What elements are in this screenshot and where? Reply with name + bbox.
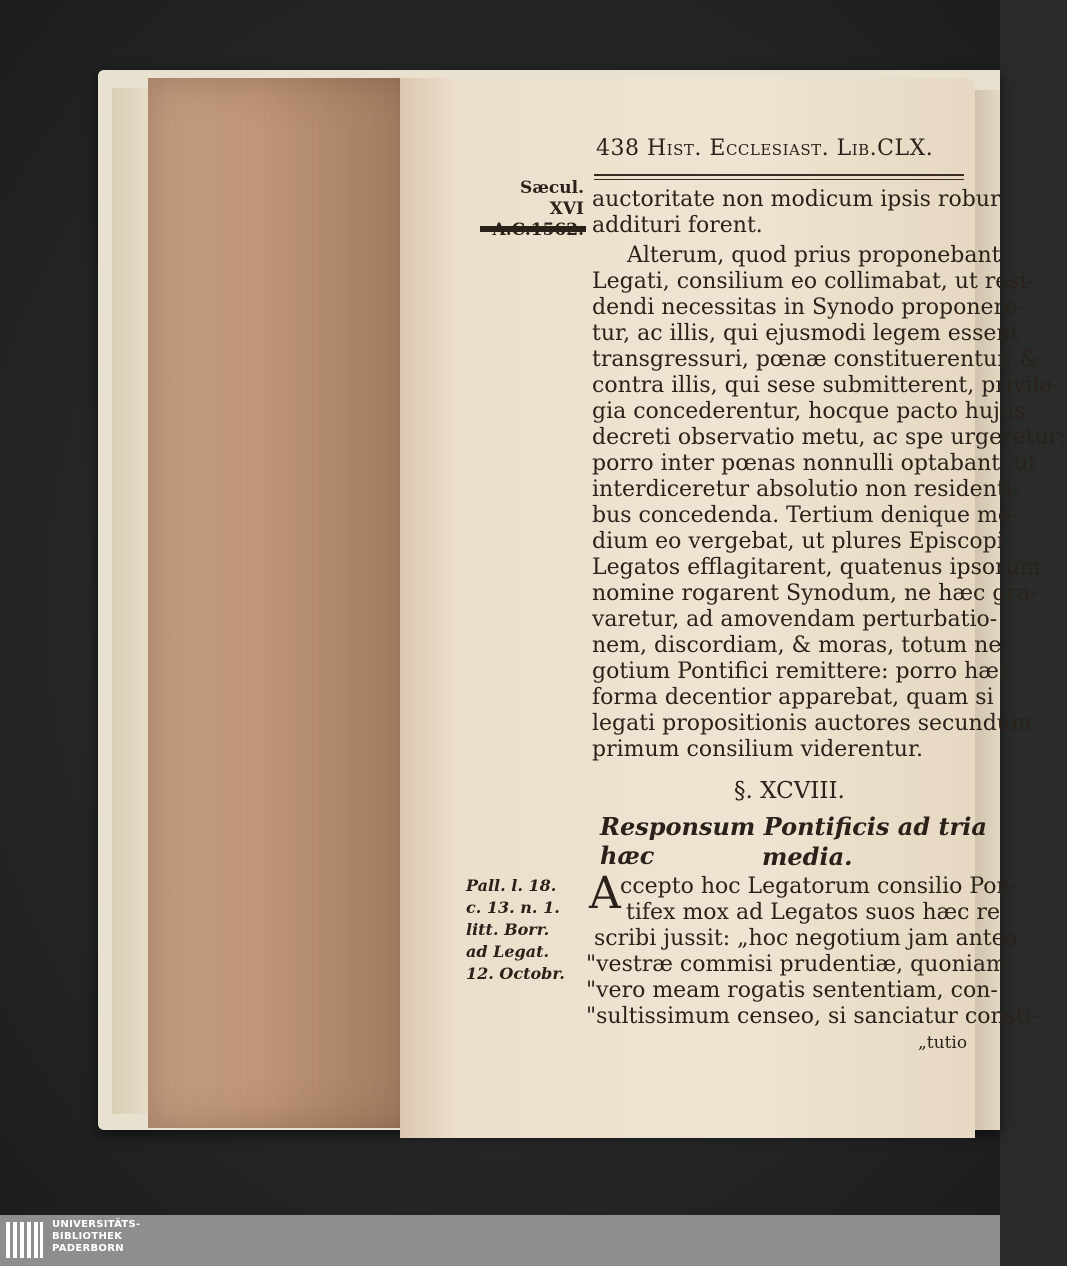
text-line: legati propositionis auctores secundum: [592, 711, 1032, 736]
page-number: 438: [596, 136, 640, 161]
text-line: interdiceretur absolutio non residenti-: [592, 477, 1021, 502]
text-line: gotium Pontifici remittere: porro hæc: [592, 659, 1012, 684]
text-line: "vero meam rogatis sententiam, con-: [586, 978, 998, 1003]
text-line: nem, discordiam, & moras, totum ne-: [592, 633, 1009, 658]
margin-note-line: Sæcul. XVI: [520, 178, 584, 219]
margin-note-line: ad Legat.: [466, 942, 550, 961]
drop-cap: A: [589, 868, 621, 919]
text-line: tur, ac illis, qui ejusmodi legem essent: [592, 321, 1020, 346]
running-title: Hist. Ecclesiast. Lib.CLX.: [647, 136, 934, 161]
library-logo-icon: [6, 1222, 44, 1258]
text-line: decreti observatio metu, ac spe urgeretur;: [592, 425, 1067, 450]
text-line: varetur, ad amovendam perturbatio-: [592, 607, 998, 632]
margin-note-line: litt. Borr.: [466, 920, 550, 939]
section-title: Responsum Pontificis ad tria hæc: [600, 812, 987, 870]
margin-note-line: 12. Octobr.: [466, 964, 565, 983]
logo-line: UNIVERSITÄTS-: [52, 1219, 141, 1230]
text-line: forma decentior apparebat, quam si: [592, 685, 994, 710]
text-line: gia concederentur, hocque pacto hujus: [592, 399, 1026, 424]
text-line: dium eo vergebat, ut plures Episcopi: [592, 529, 1004, 554]
text-line: ccepto hoc Legatorum consilio Pon-: [620, 874, 1019, 899]
margin-note-line: Pall. l. 18.: [466, 876, 557, 895]
margin-rule: [480, 226, 586, 232]
text-line: contra illis, qui sese submitterent, privile-: [592, 373, 1060, 398]
logo-line: BIBLIOTHEK: [52, 1231, 123, 1242]
page-edges-shade: [148, 78, 420, 1128]
header-rule: [594, 174, 964, 180]
text-line: "vestræ commisi prudentiæ, quoniam: [586, 952, 1007, 977]
catchword: „tutio: [918, 1033, 968, 1053]
text-line: Legati, consilium eo collimabat, ut resi-: [592, 269, 1035, 294]
text-line: porro inter pœnas nonnulli optabant, ut: [592, 451, 1038, 476]
text-line: Legatos efflagitarent, quatenus ipsorum: [592, 555, 1041, 580]
text-line: addituri forent.: [592, 213, 763, 238]
text-line: Alterum, quod prius proponebant: [592, 243, 1001, 268]
text-line: nomine rogarent Synodum, ne hæc gra-: [592, 581, 1038, 606]
library-logo-text: [52, 1219, 141, 1255]
text-line: auctoritate non modicum ipsis robur: [592, 187, 1001, 212]
footer-bar: [0, 1215, 1000, 1266]
text-line: scribi jussit: „hoc negotium jam antea: [594, 926, 1018, 951]
section-title-cont: media.: [762, 842, 853, 871]
text-line: dendi necessitas in Synodo proponere-: [592, 295, 1025, 320]
section-number: §. XCVIII.: [734, 778, 845, 804]
margin-note-citation: [466, 875, 565, 985]
text-line: transgressuri, pœnæ constituerentur, &: [592, 347, 1039, 372]
logo-line: PADERBORN: [52, 1243, 124, 1254]
text-line: bus concedenda. Tertium denique me-: [592, 503, 1019, 528]
text-line: "sultissimum censeo, si sanciatur consti-: [586, 1004, 1040, 1029]
text-line: tifex mox ad Legatos suos hæc re-: [626, 900, 1008, 925]
margin-note-line: c. 13. n. 1.: [466, 898, 560, 917]
page-header: [596, 136, 933, 161]
text-line: primum consilium viderentur.: [592, 737, 924, 762]
